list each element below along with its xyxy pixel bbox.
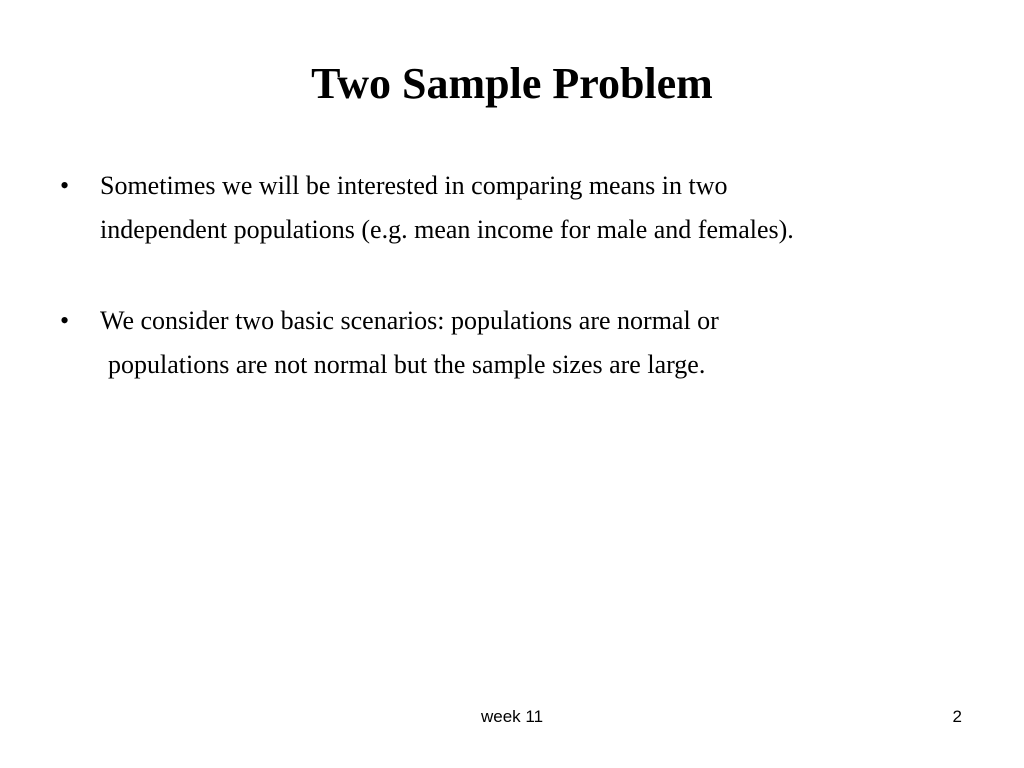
bullet-item-1 (60, 164, 990, 252)
bullet-2-line-2: populations are not normal but the sample sizes are large. (108, 350, 706, 379)
bullet-marker: • (60, 171, 70, 200)
bullet-marker: • (60, 306, 70, 335)
footer-label: week 11 (480, 707, 544, 726)
bullet-2-line-1: We consider two basic scenarios: populations are normal or (100, 306, 719, 335)
page-number: 2 (952, 707, 962, 726)
bullet-item-2 (60, 299, 990, 387)
bullet-1-line-2: independent populations (e.g. mean income for male and females). (100, 215, 794, 244)
bullet-list (60, 164, 990, 434)
slide-title: Two Sample Problem (311, 59, 713, 108)
bullet-1-line-1: Sometimes we will be interested in comparing means in two (100, 171, 728, 200)
